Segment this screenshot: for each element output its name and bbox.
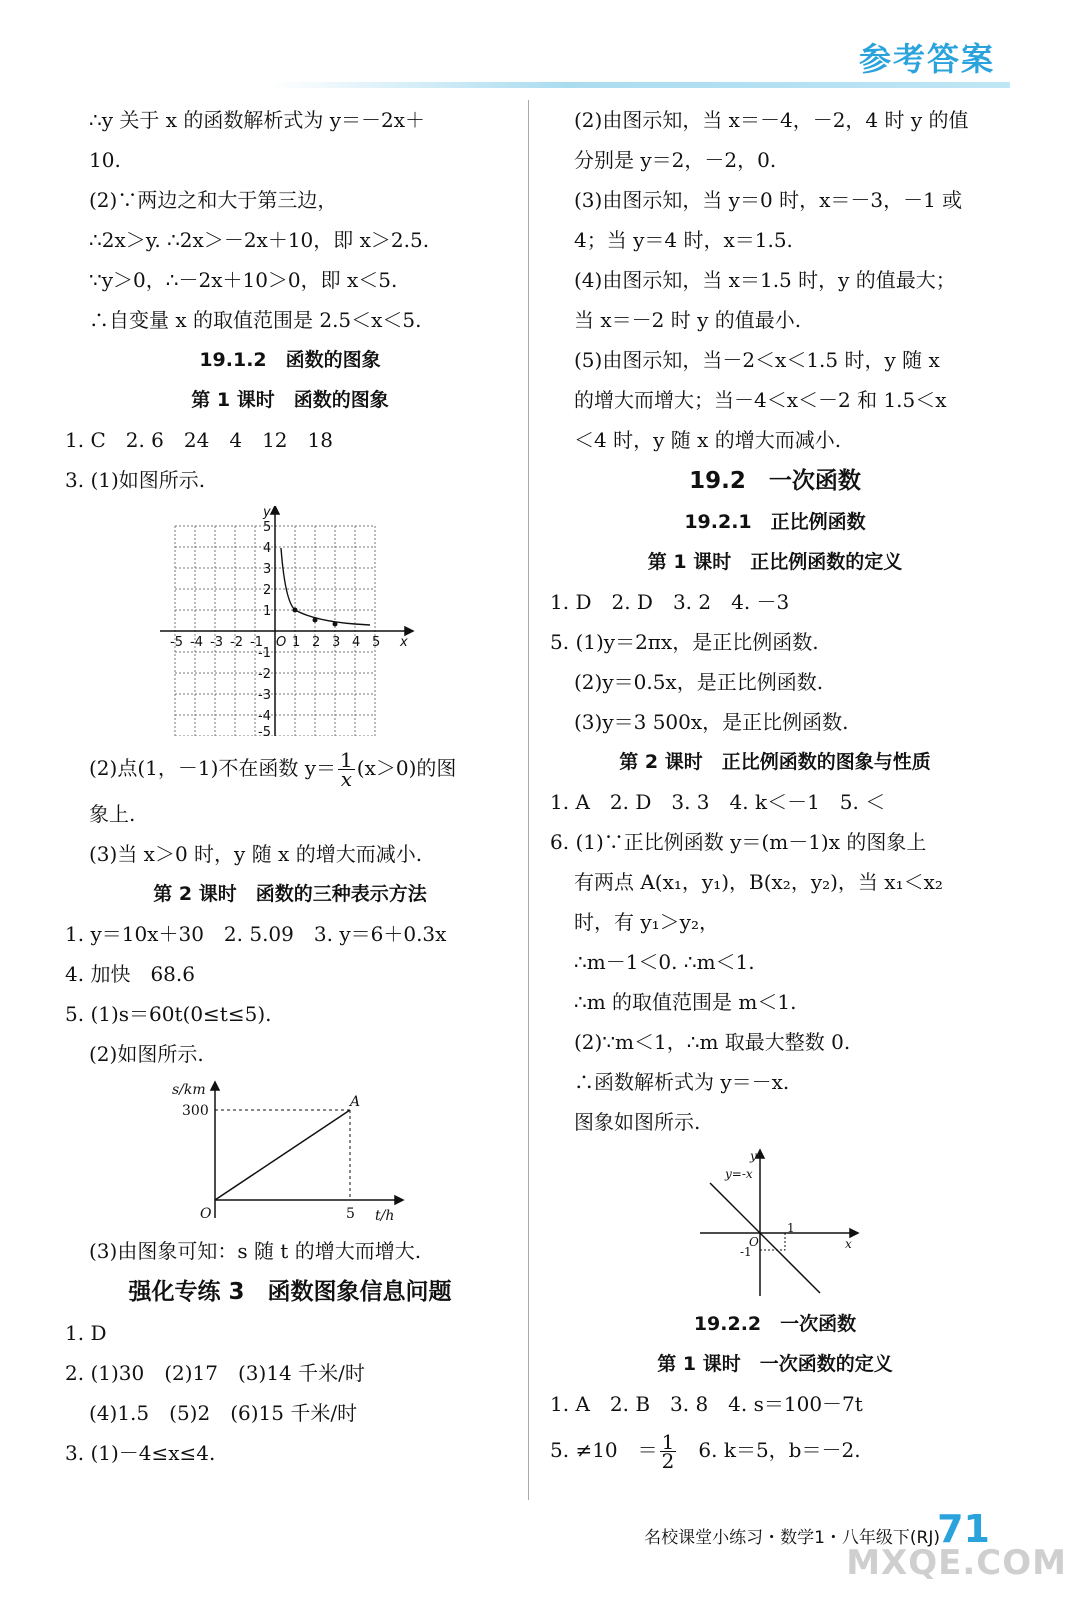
axis-label: y: [263, 506, 271, 520]
fraction: [338, 748, 355, 791]
text-line: ∴y 关于 x 的函数解析式为 y＝－2x＋: [89, 108, 426, 132]
axis-label: x: [845, 1237, 852, 1251]
answer-line: 1. C 2. 6 24 4 12 18: [65, 428, 333, 452]
fraction-denominator: x: [340, 767, 353, 791]
lesson-heading: 第 1 课时 一次函数的定义: [657, 1353, 893, 1375]
tick-label: -4: [190, 635, 203, 650]
left-column: [65, 100, 515, 1473]
tick-label: -2: [230, 635, 243, 650]
fraction-numerator: 1: [340, 748, 353, 772]
tick-label: 300: [182, 1103, 209, 1119]
origin-label: O: [749, 1235, 759, 1249]
tick-label: -1: [250, 635, 263, 650]
tick-label: 4: [263, 541, 272, 556]
section-heading: 19.2.2 一次函数: [693, 1313, 857, 1335]
axis-label: t/h: [375, 1208, 395, 1224]
tick-label: 2: [312, 635, 321, 650]
text-line: (2)∵两边之和大于第三边，: [89, 188, 338, 212]
text-line: ∴2x＞y. ∴2x＞－2x＋10，即 x＞2.5.: [89, 228, 430, 252]
right-column: [550, 100, 1000, 1476]
answer-text: 6. k＝5，b＝－2.: [678, 1438, 861, 1462]
tick-label: -4: [258, 709, 271, 724]
fraction-numerator: 1: [661, 1430, 675, 1454]
answer-line: ∴函数解析式为 y＝－x.: [574, 1070, 790, 1094]
tick-label: 4: [352, 635, 361, 650]
tick-label: 2: [263, 583, 272, 598]
answer-line: 图象如图所示.: [574, 1110, 701, 1134]
answer-line: 有两点 A(x₁，y₁)，B(x₂，y₂)，当 x₁＜x₂: [574, 870, 943, 894]
text-line: 当 x＝－2 时 y 的值最小.: [574, 308, 802, 332]
section-heading: 19.2 一次函数: [689, 468, 861, 494]
graph-linear-function: [685, 1148, 865, 1298]
answer-line: (2)y＝0.5x，是正比例函数.: [574, 670, 824, 694]
tick-label: 5: [263, 520, 272, 535]
answer-line: 3. (1)－4≤x≤4.: [65, 1441, 216, 1465]
book-title: 名校课堂小练习・数学1・八年级下(RJ): [644, 1528, 940, 1548]
lesson-heading: 第 2 课时 函数的三种表示方法: [153, 883, 427, 905]
text-line: (5)由图示知，当－2＜x＜1.5 时，y 随 x: [574, 348, 940, 372]
fraction-denominator: 2: [661, 1449, 675, 1473]
answer-line: 1. A 2. B 3. 8 4. s＝100－7t: [550, 1392, 863, 1416]
header-rule: [270, 82, 1010, 88]
answer-line: (3)当 x＞0 时，y 随 x 的增大而减小.: [89, 842, 423, 866]
text-line: (3)由图示知，当 y＝0 时，x＝－3，－1 或: [574, 188, 963, 212]
axis-label: x: [400, 635, 408, 650]
answer-line: (4)1.5 (5)2 (6)15 千米/时: [89, 1401, 358, 1425]
answer-line: (2)如图所示.: [89, 1042, 204, 1066]
tick-label: -1: [258, 646, 271, 661]
text-line: 分别是 y＝2，－2，0.: [574, 148, 777, 172]
origin-label: O: [276, 635, 287, 650]
answer-line: 1. y＝10x＋30 2. 5.09 3. y＝6＋0.3x: [65, 922, 447, 946]
text-line: 4；当 y＝4 时，x＝1.5.: [574, 228, 793, 252]
text-line: 10.: [89, 148, 121, 172]
answer-line: 时，有 y₁＞y₂，: [574, 910, 719, 934]
answer-line: [550, 1424, 1000, 1476]
graph-distance-time: [170, 1080, 410, 1225]
answer-line: 1. D: [65, 1321, 107, 1345]
answer-line: ∴m 的取值范围是 m＜1.: [574, 990, 797, 1014]
answer-line: 5. (1)y＝2πx，是正比例函数.: [550, 630, 819, 654]
watermark: MXQE.COM: [846, 1543, 1067, 1583]
answer-line: 4. 加快 68.6: [65, 962, 195, 986]
axis-label: s/km: [172, 1082, 206, 1098]
text-line: 的增大而增大；当－4＜x＜－2 和 1.5＜x: [574, 388, 947, 412]
tick-label: -5: [258, 725, 271, 736]
lesson-heading: 第 1 课时 正比例函数的定义: [647, 551, 903, 573]
tick-label: 3: [332, 635, 341, 650]
page-footer: [0, 1505, 1085, 1600]
tick-label: 5: [372, 635, 381, 650]
axis-label: y: [750, 1149, 757, 1163]
tick-label: 5: [346, 1206, 355, 1222]
answer-line: (2)∵m＜1，∴m 取最大整数 0.: [574, 1030, 851, 1054]
tick-label: -5: [170, 635, 183, 650]
fraction: [660, 1430, 677, 1473]
text-line: ∴自变量 x 的取值范围是 2.5＜x＜5.: [89, 308, 422, 332]
line-label: y=-x: [725, 1167, 753, 1181]
answer-line: 2. (1)30 (2)17 (3)14 千米/时: [65, 1361, 365, 1385]
special-section-heading: 强化专练 3 函数图象信息问题: [128, 1279, 452, 1305]
answer-line: 3. (1)如图所示.: [65, 468, 206, 492]
text-line: (4)由图示知，当 x＝1.5 时，y 的值最大；: [574, 268, 956, 292]
tick-label: -2: [258, 667, 271, 682]
text-line: ∵y＞0，∴－2x＋10＞0，即 x＜5.: [89, 268, 398, 292]
answer-line: 1. A 2. D 3. 3 4. k＜－1 5. ＜: [550, 790, 886, 814]
answer-text: (x＞0)的图: [356, 756, 457, 780]
tick-label: 1: [787, 1221, 795, 1235]
column-divider: [528, 100, 529, 1500]
answer-line: (3)y＝3 500x，是正比例函数.: [574, 710, 849, 734]
origin-label: O: [200, 1206, 212, 1222]
section-heading: 19.2.1 正比例函数: [684, 511, 866, 533]
text-line: (2)由图示知，当 x＝－4，－2，4 时 y 的值: [574, 108, 969, 132]
tick-label: -1: [740, 1245, 752, 1259]
page-number: 71: [937, 1507, 990, 1551]
lesson-heading: 第 1 课时 函数的图象: [191, 389, 389, 411]
text-line: ＜4 时，y 随 x 的增大而减小.: [574, 428, 842, 452]
answer-line: 6. (1)∵正比例函数 y＝(m－1)x 的图象上: [550, 830, 927, 854]
answer-text: 5. ≠10 ＝: [550, 1438, 658, 1462]
page-header-title: 参考答案: [858, 40, 995, 78]
answer-line: 1. D 2. D 3. 2 4. －3: [550, 590, 790, 614]
tick-label: -3: [210, 635, 223, 650]
answer-line: ∴m－1＜0. ∴m＜1.: [574, 950, 755, 974]
graph-reciprocal-function: [160, 506, 420, 736]
section-heading: 19.1.2 函数的图象: [199, 349, 381, 371]
tick-label: 1: [292, 635, 301, 650]
answer-text: (2)点(1，－1)不在函数 y＝: [89, 756, 337, 780]
answer-line: (3)由图象可知：s 随 t 的增大而增大.: [89, 1239, 422, 1263]
lesson-heading: 第 2 课时 正比例函数的图象与性质: [619, 751, 931, 773]
answer-line: 象上.: [89, 802, 136, 826]
tick-label: 3: [263, 562, 272, 577]
point-label: A: [350, 1094, 361, 1110]
tick-label: 1: [263, 604, 272, 619]
answer-line: 5. (1)s＝60t(0≤t≤5).: [65, 1002, 272, 1026]
answer-line: [65, 742, 515, 794]
tick-label: -3: [258, 688, 271, 703]
